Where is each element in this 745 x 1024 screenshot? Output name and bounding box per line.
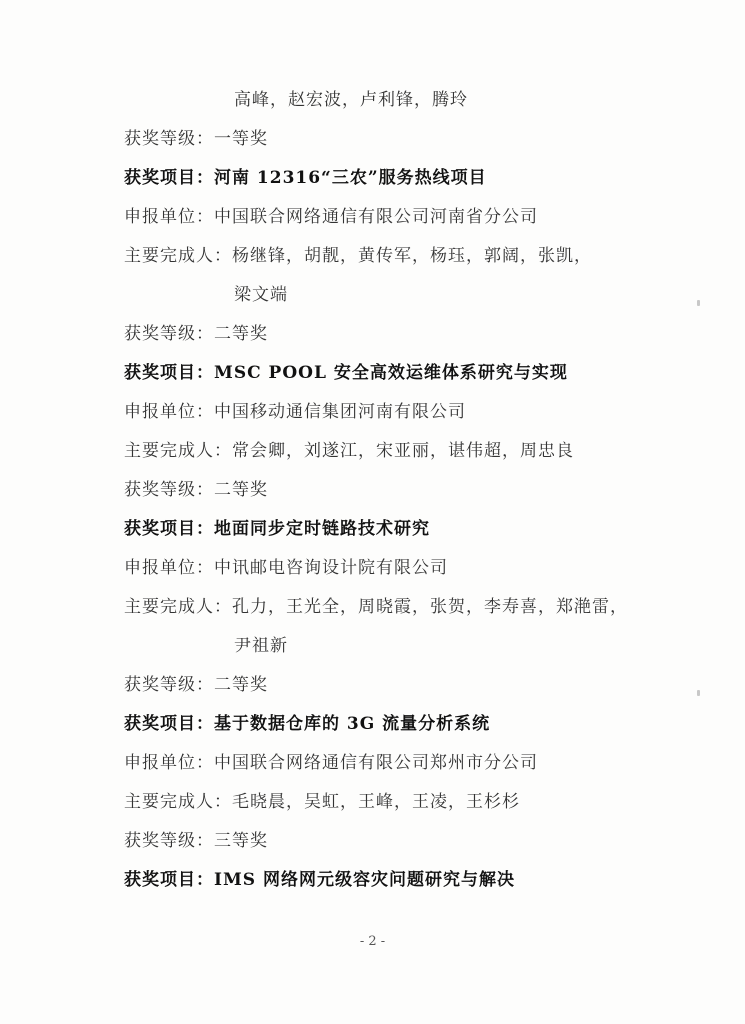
main-completers: 主要完成人：常会卿，刘遂江，宋亚丽，谌伟超，周忠良 [124,441,574,461]
applicant-unit: 申报单位：中国联合网络通信有限公司河南省分公司 [124,207,538,227]
award-project: 获奖项目：IMS 网络网元级容灾问题研究与解决 [124,870,515,890]
applicant-unit: 申报单位：中国联合网络通信有限公司郑州市分公司 [124,753,538,773]
main-completers: 主要完成人：杨继锋，胡靓，黄传军，杨珏，郭阔，张凯， [124,246,592,266]
award-level: 获奖等级：二等奖 [124,324,268,344]
main-completers: 主要完成人：孔力，王光全，周晓霞，张贺，李寿喜，郑滟雷， [124,597,628,617]
completer-continuation: 高峰，赵宏波，卢利锋，腾玲 [234,90,468,110]
completer-continuation: 梁文端 [234,285,288,305]
completer-continuation: 尹祖新 [234,636,288,656]
applicant-unit: 申报单位：中国移动通信集团河南有限公司 [124,402,466,422]
award-level: 获奖等级：三等奖 [124,831,268,851]
award-project: 获奖项目：MSC POOL 安全高效运维体系研究与实现 [124,363,568,383]
award-project: 获奖项目：地面同步定时链路技术研究 [124,519,430,539]
award-level: 获奖等级：一等奖 [124,129,268,149]
award-level: 获奖等级：二等奖 [124,480,268,500]
applicant-unit: 申报单位：中讯邮电咨询设计院有限公司 [124,558,448,578]
award-project: 获奖项目：河南 12316“三农”服务热线项目 [124,168,487,188]
main-completers: 主要完成人：毛晓晨，吴虹，王峰，王凌，王杉杉 [124,792,520,812]
page-number: - 2 - [359,934,386,949]
award-project: 获奖项目：基于数据仓库的 3G 流量分析系统 [124,714,491,734]
scan-mark [697,300,700,306]
award-level: 获奖等级：二等奖 [124,675,268,695]
scan-mark [697,690,700,696]
